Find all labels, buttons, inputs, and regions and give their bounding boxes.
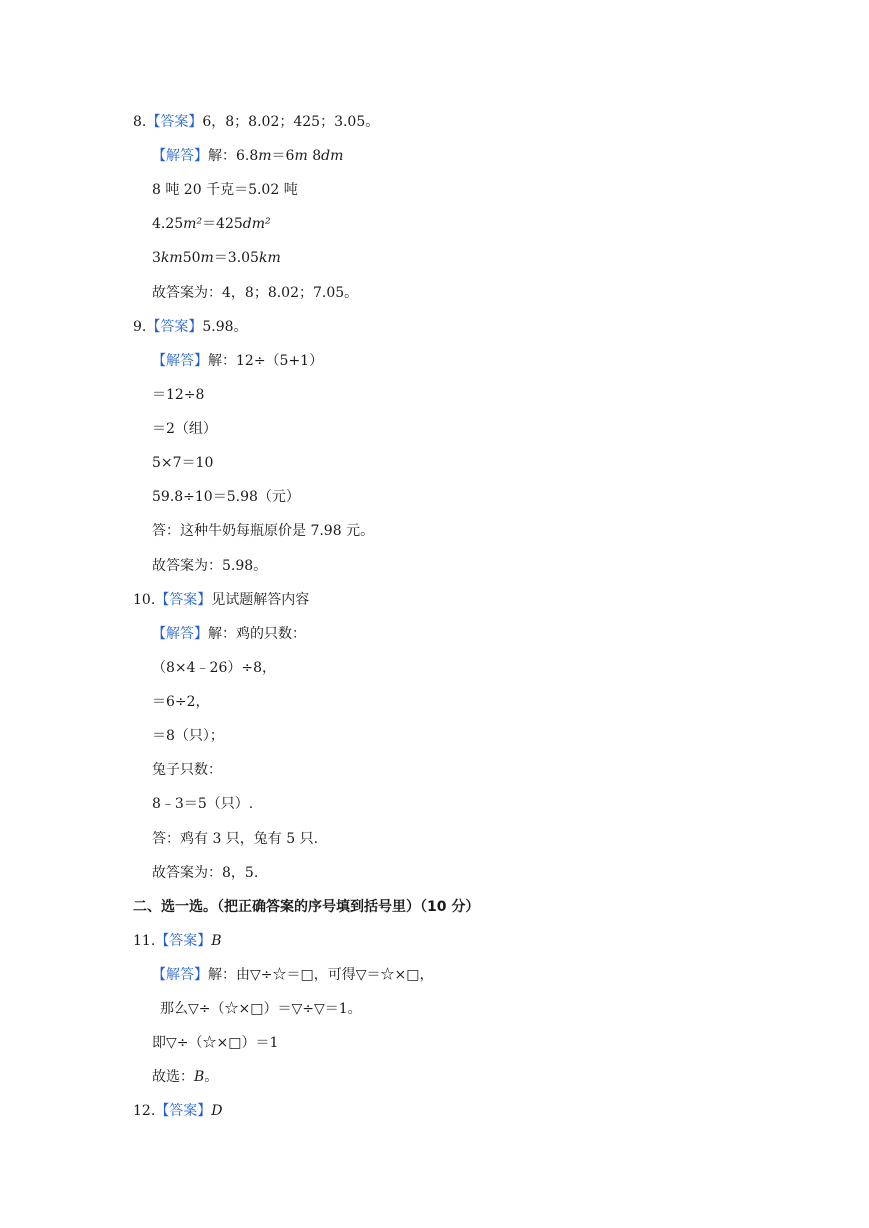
solution-tag: 【解答】 — [152, 967, 208, 983]
answer-text: 5.98。 — [202, 319, 248, 335]
solution-tag: 【解答】 — [152, 148, 208, 164]
q10-solution-line — [152, 625, 306, 643]
q10-step-3: ＝6÷2， — [152, 694, 210, 710]
q10-step-6: 8﹣3＝5（只）. — [152, 796, 254, 812]
q8-step-2: 8 吨 20 千克＝5.02 吨 — [152, 182, 298, 198]
solution-text: 50 — [182, 250, 201, 266]
q8-answer-line — [133, 113, 379, 131]
q8-final: 故答案为：4，8；8.02；7.05。 — [152, 285, 359, 301]
solution-tag: 【解答】 — [152, 353, 208, 369]
q10-final: 故答案为：8，5. — [152, 865, 259, 881]
answer-tag: 【答案】 — [155, 592, 212, 608]
q9-answer-line — [133, 318, 248, 336]
unit: dm — [321, 148, 344, 164]
q11-solution-line — [152, 966, 433, 984]
solution-text: ＝3.05 — [213, 250, 259, 266]
solution-text: 解：6.8 — [208, 148, 259, 164]
q8-step-3 — [152, 215, 271, 233]
answer-tag: 【答案】 — [155, 1103, 212, 1119]
question-number: 11. — [133, 933, 156, 949]
solution-tag: 【解答】 — [152, 626, 208, 642]
question-number: 12. — [133, 1103, 156, 1119]
q11-final — [152, 1068, 218, 1086]
unit: m — [200, 250, 214, 266]
solution-text: 解：由▽÷☆＝□，可得▽＝☆×□， — [208, 967, 434, 983]
choice-letter: B — [194, 1069, 205, 1085]
solution-text: ＝6 — [271, 148, 295, 164]
q11-step-3: 即▽÷（☆×□）＝1 — [152, 1035, 279, 1051]
q10-step-4: ＝8（只）； — [152, 728, 224, 744]
q10-step-7: 答：鸡有 3 只，兔有 5 只. — [152, 831, 319, 847]
answer-tag: 【答案】 — [146, 114, 203, 130]
solution-text: 8 — [307, 148, 322, 164]
answer-text: B — [211, 933, 222, 949]
q8-solution-line — [152, 147, 343, 165]
answer-text: 见试题解答内容 — [211, 592, 310, 608]
answer-text: 6，8；8.02；425；3.05。 — [202, 114, 380, 130]
q9-final: 故答案为：5.98。 — [152, 558, 268, 574]
solution-text: 4.25 — [152, 216, 184, 232]
q9-step-2: ＝12÷8 — [152, 387, 205, 403]
solution-text: ＝425 — [202, 216, 243, 232]
answer-tag: 【答案】 — [146, 319, 203, 335]
unit: m — [258, 148, 272, 164]
q8-step-4 — [152, 249, 281, 267]
q10-step-2: （8×4﹣26）÷8， — [152, 660, 276, 676]
q10-step-5: 兔子只数： — [152, 762, 222, 778]
q12-answer-line — [133, 1102, 223, 1120]
q9-step-5: 59.8÷10＝5.98（元） — [152, 489, 300, 505]
answer-tag: 【答案】 — [155, 933, 212, 949]
unit: m² — [183, 216, 203, 232]
q11-answer-line — [133, 932, 222, 950]
q9-step-6: 答：这种牛奶每瓶原价是 7.98 元。 — [152, 523, 375, 539]
unit: km — [258, 250, 281, 266]
solution-text: 。 — [204, 1069, 219, 1085]
question-number: 10. — [133, 592, 156, 608]
question-number: 8. — [133, 114, 147, 130]
unit: m — [294, 148, 308, 164]
q9-solution-line — [152, 352, 323, 370]
q10-answer-line — [133, 591, 309, 609]
solution-text: 3 — [152, 250, 161, 266]
unit: km — [160, 250, 183, 266]
solution-text: 解：鸡的只数： — [208, 626, 306, 642]
question-number: 9. — [133, 319, 147, 335]
q9-step-4: 5×7＝10 — [152, 455, 214, 471]
solution-text: 故选： — [152, 1069, 194, 1085]
q11-step-2: 那么▽÷（☆×□）＝▽÷▽＝1。 — [160, 1001, 362, 1017]
solution-text: 解：12÷（5+1） — [208, 353, 324, 369]
unit: dm² — [242, 216, 271, 232]
section-heading: 二、选一选。（把正确答案的序号填到括号里）（10 分） — [133, 899, 480, 915]
q9-step-3: ＝2（组） — [152, 421, 217, 437]
answer-text: D — [211, 1103, 223, 1119]
